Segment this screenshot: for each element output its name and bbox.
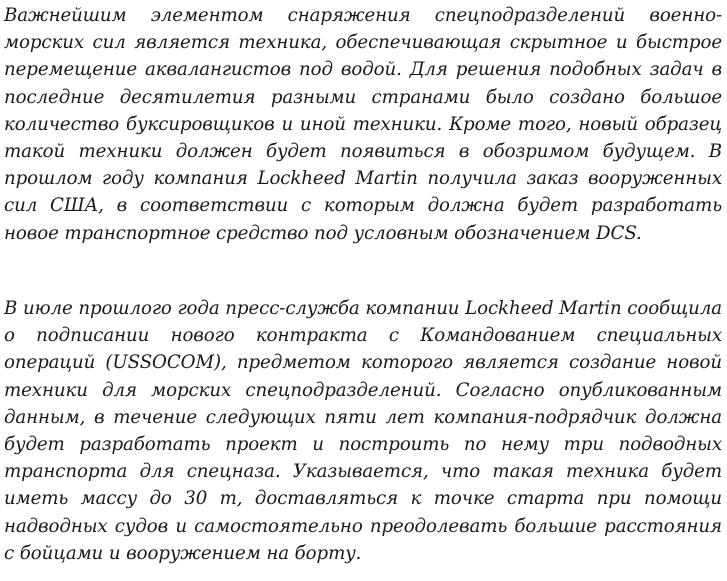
- article-paragraph-2: В июле прошлого года пресс-служба компании Lockheed Martin сообщила о подписании нового контракта с Командованием специальных операций (USSOCOM), предметом которого является создание новой техники для морских спецподразделений. Согласно опубликованным данным, в течение следующих пяти лет компания-подрядчик должна будет разработать проект и построить по нему три подводных транспорта для спецназа. Указывается, что такая техника будет иметь массу до 30 т, доставляться к точке старта при помощи надводных судов и самостоятельно преодолевать большие расстояния с бойцами и вооружением на борту.: [4, 298, 722, 564]
- article-paragraph-1: Важнейшим элементом снаряжения спецподразделений военно-морских сил является техника, обеспечивающая скрытное и быстрое перемещение аквалангистов под водой. Для решения подобных задач в последние десятилетия разными странами было создано большое количество буксировщиков и иной техники. Кроме того, новый образец такой техники должен будет появиться в обозримом будущем. В прошлом году компания Lockheed Martin получила заказ вооруженных сил США, в соответствии с которым должна будет разработать новое транспортное средство под условным обозначением DCS.: [4, 5, 722, 244]
